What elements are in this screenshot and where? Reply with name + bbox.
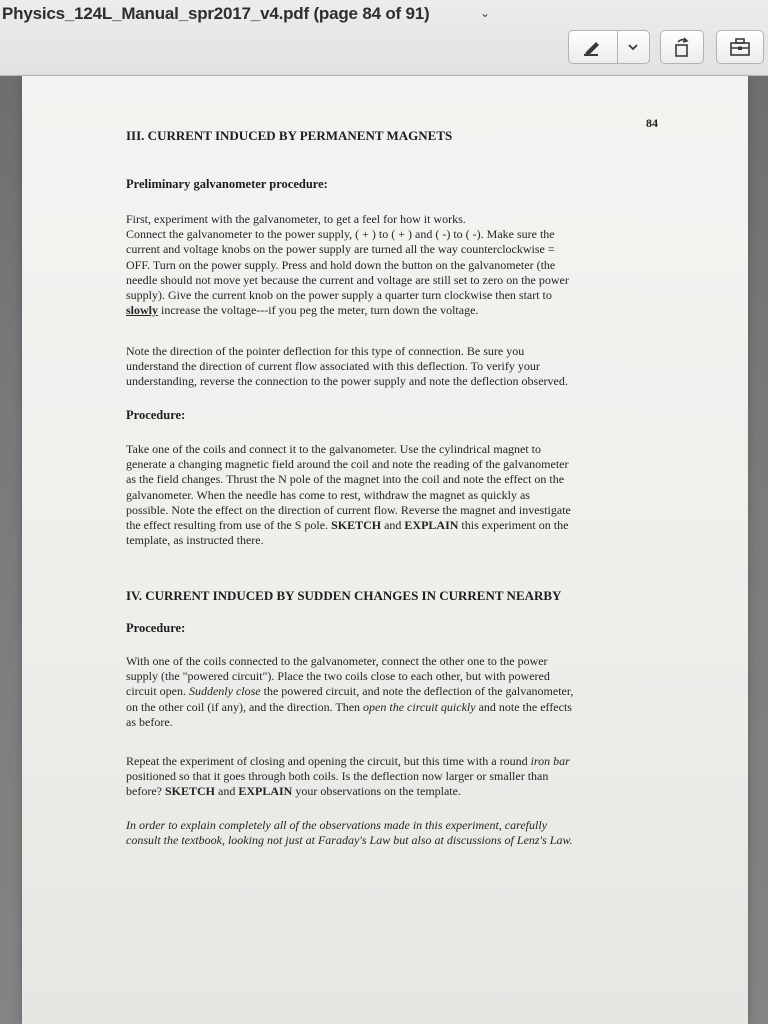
sketch-keyword: SKETCH xyxy=(164,784,215,799)
text-line xyxy=(126,518,571,533)
prelim-procedure-heading: Preliminary galvanometer procedure: xyxy=(126,177,328,191)
sketch-keyword: SKETCH xyxy=(331,518,382,533)
text-line: Connect the galvanometer to the power supply, ( + ) to ( + ) and ( -) to ( -). Make sure the xyxy=(126,227,555,242)
emphasis-text: slowly xyxy=(126,303,159,318)
italic-text: Suddenly close xyxy=(188,684,261,699)
text-span: Repeat the experiment of closing and opening the circuit, but this time with a round xyxy=(126,754,531,768)
toolbox-button[interactable] xyxy=(716,30,764,64)
text-span: and xyxy=(381,518,405,533)
window-titlebar xyxy=(0,0,768,76)
text-span: before? xyxy=(126,784,165,799)
page-number: 84 xyxy=(646,116,658,130)
text-line: First, experiment with the galvanometer, to get a feel for how it works. xyxy=(126,212,466,226)
text-line: In order to explain completely all of the observations made in this experiment, carefully xyxy=(126,818,548,832)
chevron-down-icon[interactable]: ⌄ xyxy=(480,6,491,20)
text-line: With one of the coils connected to the galvanometer, connect the other one to the power xyxy=(126,654,548,668)
procedure-paragraph-iv-1 xyxy=(126,654,573,730)
text-line: supply (the "powered circuit"). Place the two coils close to each other, but with powered xyxy=(126,669,550,684)
text-line: as the field changes. Thrust the N pole of the magnet into the coil and note the effect on the xyxy=(126,472,565,487)
text-line xyxy=(126,754,570,769)
text-line: possible. Note the effect on the direction of current flow. Reverse the magnet and investigate xyxy=(126,502,571,517)
toolbox-icon xyxy=(728,37,752,57)
section-heading-iii: III. CURRENT INDUCED BY PERMANENT MAGNETS xyxy=(126,128,453,143)
chevron-down-icon[interactable] xyxy=(618,31,649,63)
text-span: increase the voltage---if you peg the meter, turn down the voltage. xyxy=(158,303,479,318)
text-line xyxy=(126,684,573,699)
section-heading-iv: IV. CURRENT INDUCED BY SUDDEN CHANGES IN CURRENT NEARBY xyxy=(126,588,562,603)
prelim-paragraph-2 xyxy=(126,344,568,390)
procedure-paragraph-iii xyxy=(126,442,571,548)
text-line: OFF. Turn on the power supply. Press and hold down the button on the galvanometer (the xyxy=(126,257,556,272)
text-line xyxy=(126,303,569,318)
italic-text: open the circuit quickly xyxy=(363,699,476,714)
text-line xyxy=(126,700,573,715)
rotate-button[interactable] xyxy=(660,30,704,64)
text-span: this experiment on the xyxy=(458,518,569,533)
explain-keyword: EXPLAIN xyxy=(238,784,293,799)
prelim-paragraph-1 xyxy=(126,212,569,318)
text-line: understanding, reverse the connection to the power supply and note the deflection observed. xyxy=(126,374,568,389)
text-span: circuit open. xyxy=(126,684,189,699)
text-line xyxy=(126,784,570,799)
markup-toolbar-button[interactable] xyxy=(568,30,650,64)
text-line: needle should not move yet because the current and voltage are still set to zero on the power xyxy=(126,272,569,287)
text-span: and xyxy=(215,784,239,799)
document-title[interactable]: Physics_124L_Manual_spr2017_v4.pdf (page 84 of 91) xyxy=(2,4,430,23)
text-span: and note the effects xyxy=(475,699,572,714)
text-line: generate a changing magnetic field around the coil and note the reading of the galvanometer xyxy=(126,457,569,472)
explain-keyword: EXPLAIN xyxy=(404,518,459,533)
text-span: the effect resulting from use of the S pole. xyxy=(126,518,332,533)
text-line: as before. xyxy=(126,714,173,729)
text-span: the powered circuit, and note the deflection of the galvanometer, xyxy=(260,684,574,699)
text-line: template, as instructed there. xyxy=(126,533,264,548)
text-line: positioned so that it goes through both coils. Is the deflection now larger or smaller than xyxy=(126,769,549,784)
italic-text: iron bar xyxy=(530,754,570,768)
text-line: current and voltage knobs on the power supply are turned all the way counterclockwise = xyxy=(126,242,555,257)
text-line: Take one of the coils and connect it to the galvanometer. Use the cylindrical magnet to xyxy=(126,442,542,456)
procedure-heading-iii: Procedure: xyxy=(126,408,186,422)
procedure-paragraph-iv-3 xyxy=(126,818,573,848)
text-line: understand the direction of current flow associated with this deflection. To verify your xyxy=(126,359,540,374)
rotate-icon xyxy=(671,36,693,58)
text-span: on the other coil (if any), and the direction. Then xyxy=(126,699,364,714)
procedure-paragraph-iv-2 xyxy=(126,754,570,800)
pen-icon[interactable] xyxy=(569,31,618,63)
text-span: your observations on the template. xyxy=(292,784,461,799)
text-line: galvanometer. When the needle has come to rest, withdraw the magnet as quickly as xyxy=(126,487,530,502)
text-line: consult the textbook, looking not just at Faraday's Law but also at discussions of Lenz's Law. xyxy=(126,833,573,848)
procedure-heading-iv: Procedure: xyxy=(126,621,186,635)
text-line: Note the direction of the pointer deflection for this type of connection. Be sure you xyxy=(126,344,525,358)
text-line: supply). Give the current knob on the power supply a quarter turn clockwise then start to xyxy=(126,288,552,303)
pdf-page xyxy=(22,76,748,1024)
